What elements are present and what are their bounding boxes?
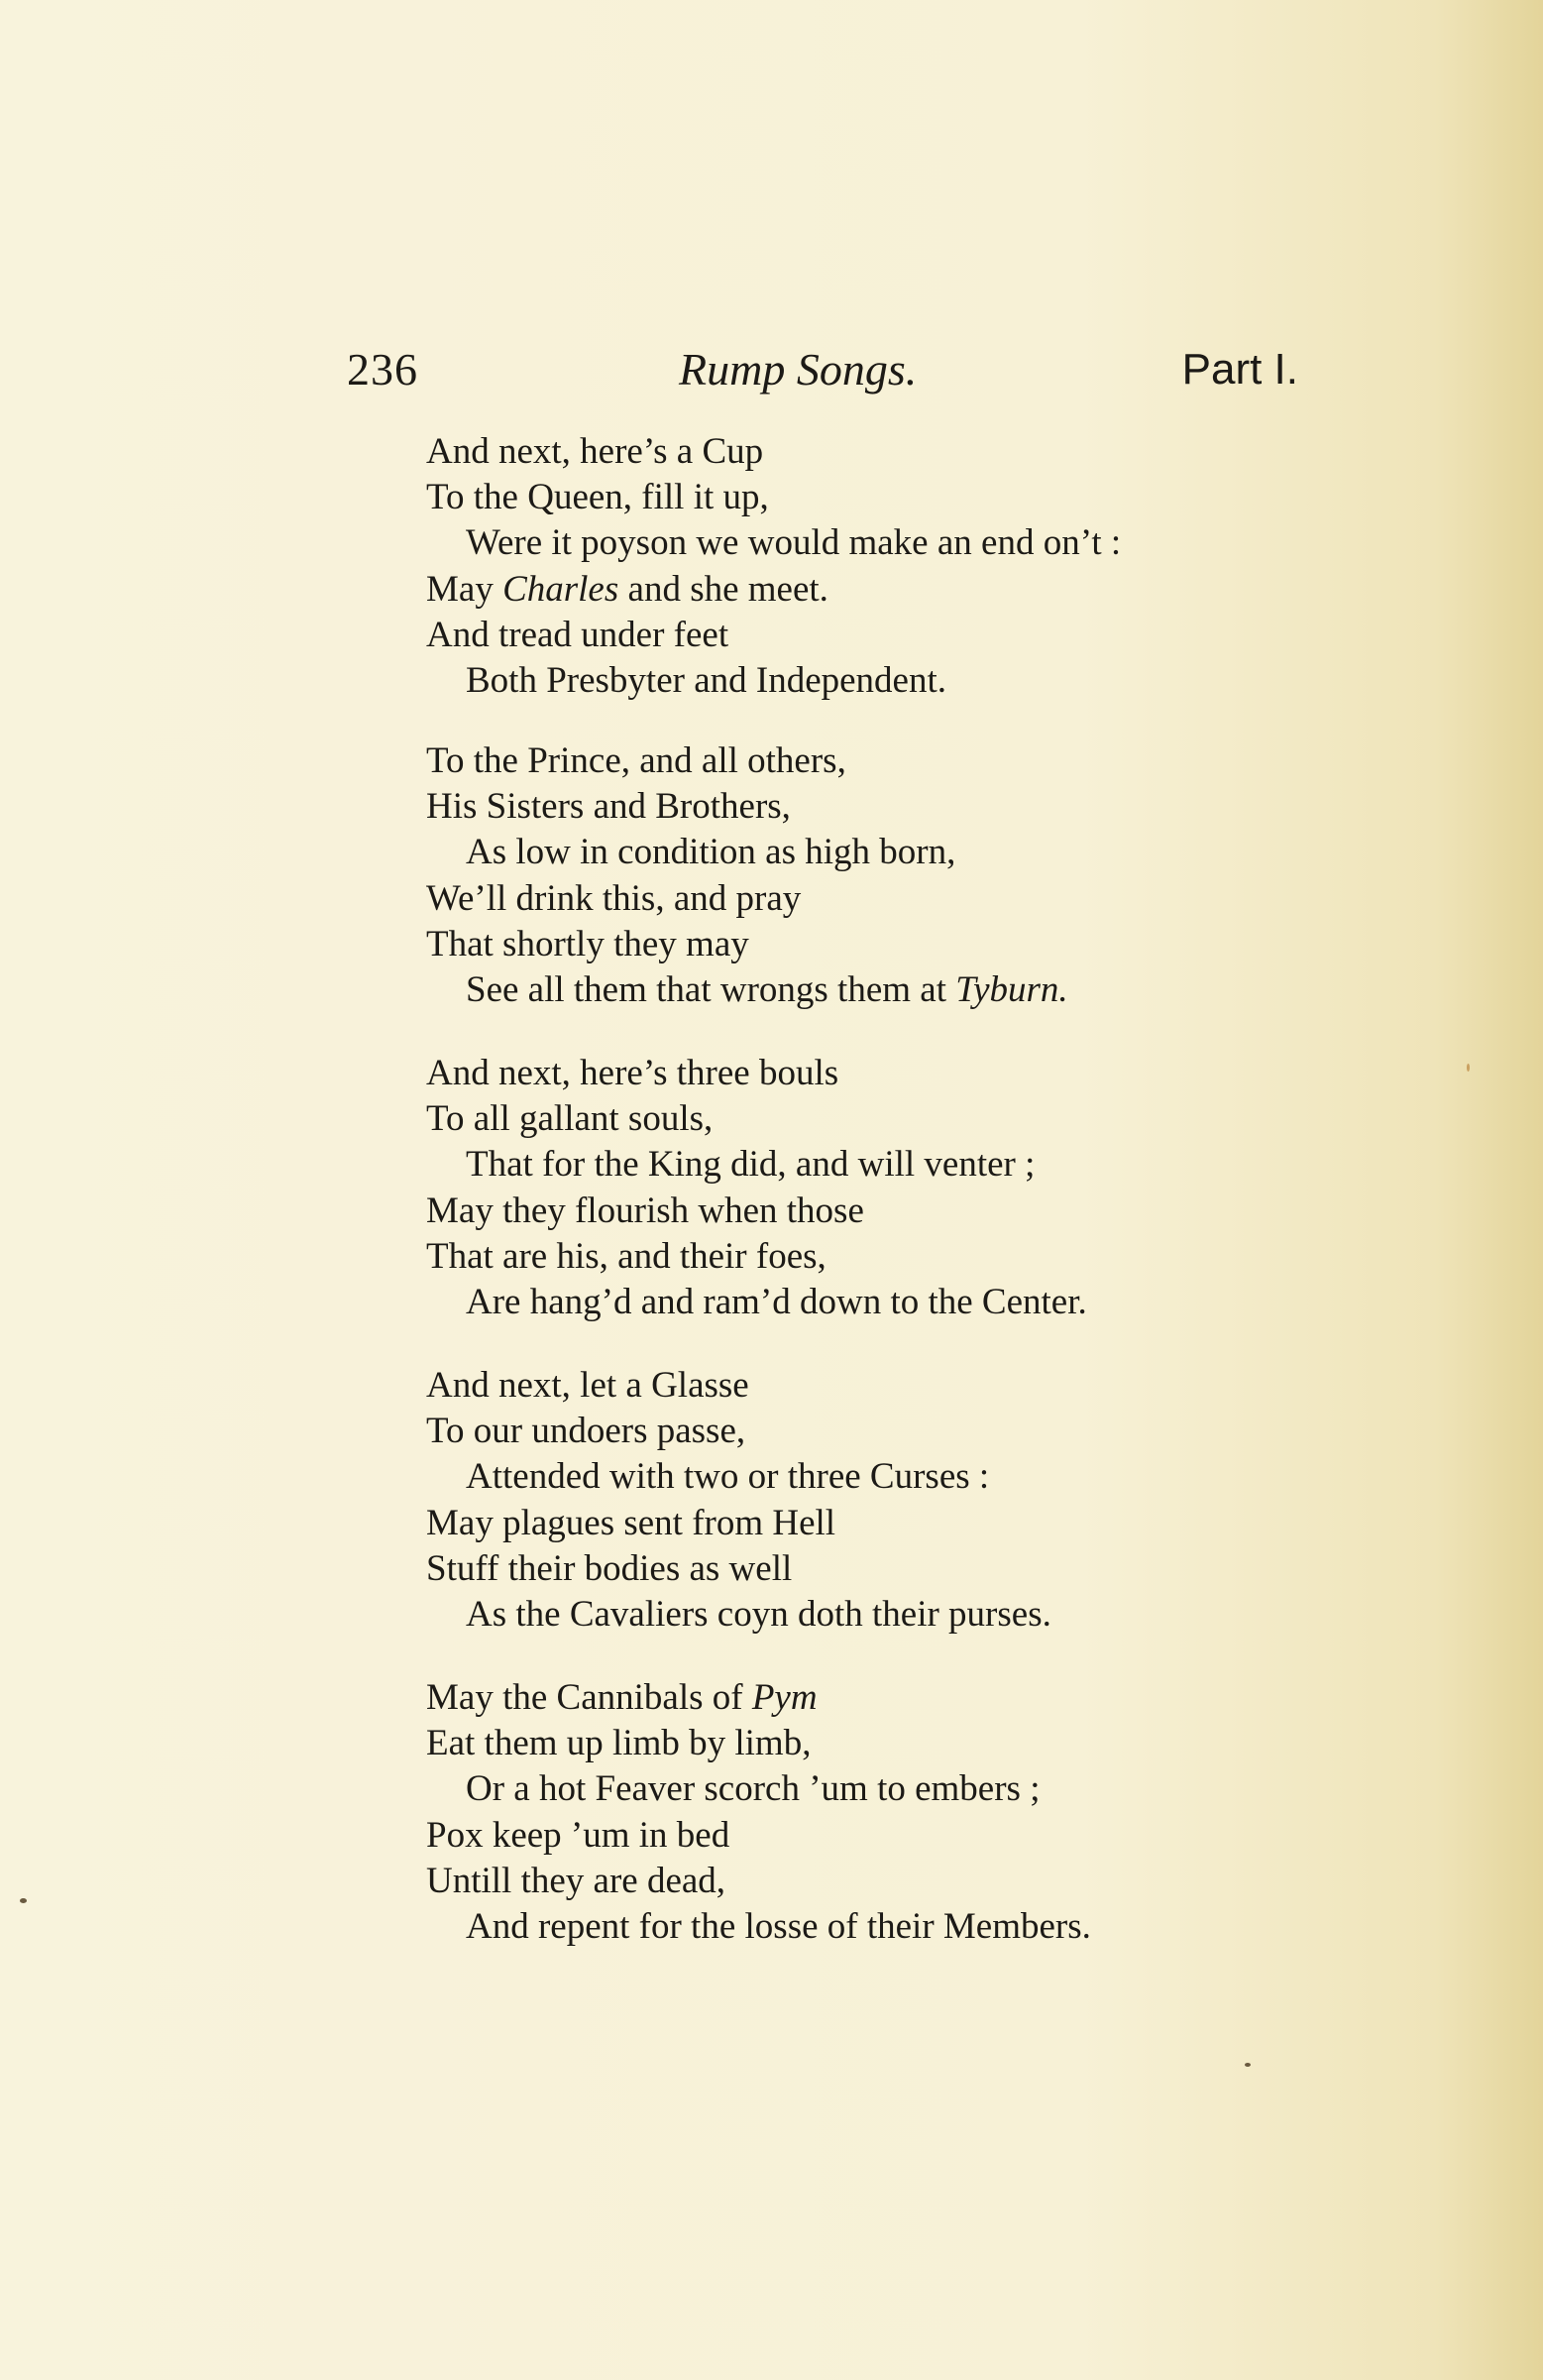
italic-name: Tyburn.	[955, 968, 1068, 1010]
italic-name: Pym	[751, 1677, 818, 1718]
verse-line: And next, let a Glasse	[426, 1365, 749, 1406]
verse-line: That are his, and their foes,	[426, 1235, 827, 1277]
verse-line: And next, here’s three bouls	[426, 1053, 839, 1093]
verse-line: That for the King did, and will venter ;	[466, 1144, 1036, 1186]
verse-line: To all gallant souls,	[426, 1098, 714, 1140]
verse-line: And next, here’s a Cup	[426, 431, 764, 472]
verse-text: See all them that wrongs them at	[466, 968, 956, 1010]
verse-line: To our undoers passe,	[426, 1411, 746, 1452]
stanza-3	[426, 1051, 1318, 1325]
page-number: 236	[347, 344, 418, 395]
verse-line: To the Prince, and all others,	[426, 740, 846, 781]
verse-line	[426, 967, 1318, 1013]
verse-line: Or a hot Feaver scorch ’um to embers ;	[466, 1768, 1041, 1810]
verse-line: To the Queen, fill it up,	[426, 477, 769, 518]
verse-line: As low in condition as high born,	[466, 832, 956, 873]
running-title: Rump Songs.	[679, 344, 918, 395]
verse-line: And tread under feet	[426, 614, 729, 655]
verse-line: His Sisters and Brothers,	[426, 786, 791, 828]
verse-line: Both Presbyter and Independent.	[466, 659, 946, 701]
verse-line: And repent for the losse of their Members.	[466, 1905, 1091, 1947]
verse-text: May	[426, 568, 503, 610]
verse-line: Were it poyson we would make an end on’t :	[466, 522, 1122, 564]
stanza-5	[426, 1675, 1318, 1950]
verse-line: Untill they are dead,	[426, 1860, 726, 1901]
verse-line: Stuff their bodies as well	[426, 1547, 793, 1589]
verse-line: May plagues sent from Hell	[426, 1502, 836, 1543]
verse-line: Attended with two or three Curses :	[466, 1456, 990, 1498]
verse-line: May they flourish when those	[426, 1190, 864, 1231]
verse-line: Pox keep ’um in bed	[426, 1814, 730, 1856]
verse-line: Are hang’d and ram’d down to the Center.	[466, 1281, 1087, 1322]
paper-speck	[20, 1898, 27, 1903]
verse-line	[426, 1675, 1318, 1721]
verse-line: As the Cavaliers coyn doth their purses.	[466, 1593, 1051, 1635]
paper-speck	[1245, 2063, 1251, 2067]
verse-line: Eat them up limb by limb,	[426, 1723, 812, 1764]
stanza-2	[426, 738, 1318, 1013]
verse-line: That shortly they may	[426, 923, 749, 964]
verse-text: and she meet.	[618, 568, 828, 610]
verse-line	[426, 567, 1318, 613]
stanza-1	[426, 429, 1318, 704]
part-label: Part I.	[1181, 345, 1298, 394]
verse-line: We’ll drink this, and pray	[426, 877, 802, 919]
paper-speck	[1467, 1064, 1470, 1072]
stanza-4	[426, 1363, 1318, 1638]
page-header	[347, 335, 1298, 404]
verse-text: May the Cannibals of	[426, 1677, 752, 1718]
italic-name: Charles	[502, 568, 619, 610]
